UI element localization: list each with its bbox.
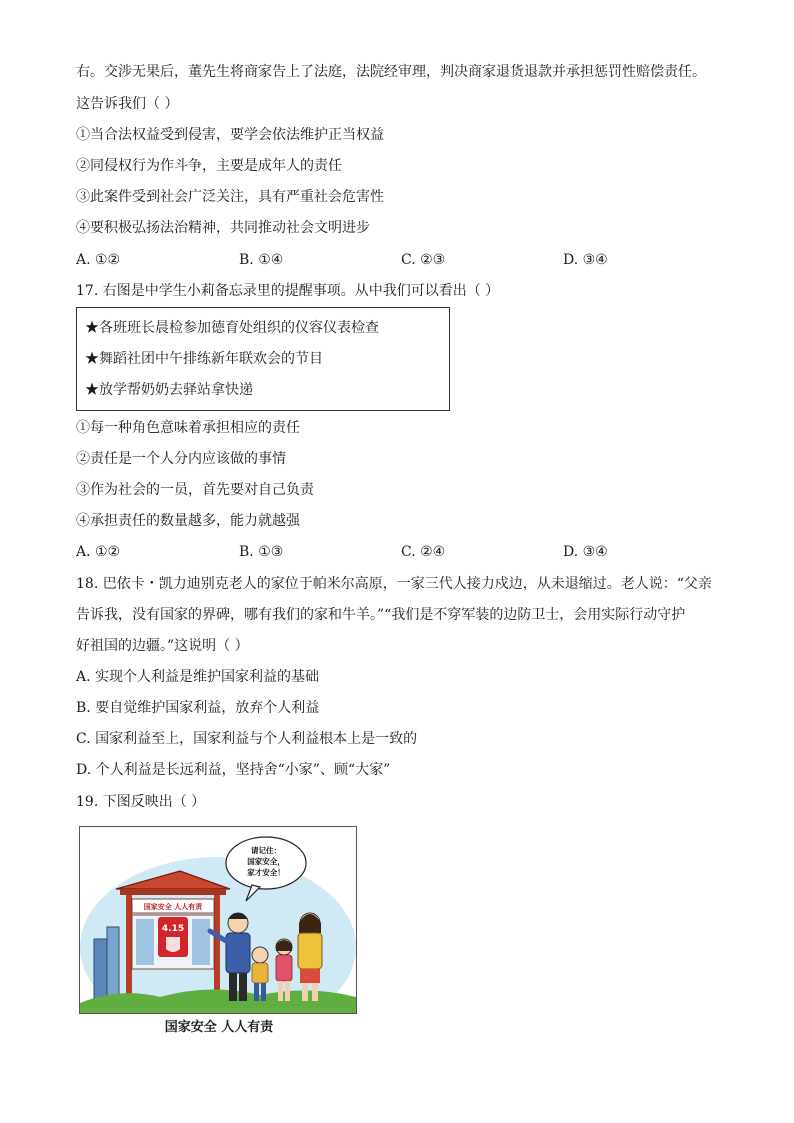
q19-cartoon bbox=[79, 826, 357, 1014]
q17-memo-item-3: ★放学帮奶奶去驿站拿快递 bbox=[85, 382, 253, 398]
q17-statement-2: ②责任是一个人分内应该做的事情 bbox=[76, 451, 286, 467]
mother-leg-right bbox=[312, 983, 318, 1001]
q17-memo-item-1: ★各班班长晨检参加德育处组织的仪容仪表检查 bbox=[85, 320, 379, 336]
boy-head bbox=[252, 947, 268, 963]
q17-memo-item-2: ★舞蹈社团中午排练新年联欢会的节目 bbox=[85, 351, 323, 367]
board-post-right bbox=[214, 895, 220, 999]
q16-options bbox=[76, 250, 726, 270]
q16-option-a[interactable]: A. ①② bbox=[76, 252, 121, 268]
q19-stem: 19. 下图反映出（ ） bbox=[76, 794, 206, 810]
q16-option-c[interactable]: C. ②③ bbox=[401, 252, 446, 268]
mother-leg-left bbox=[302, 983, 308, 1001]
girl-dress bbox=[276, 955, 292, 981]
q16-statement-1: ①当合法权益受到侵害，要学会依法维护正当权益 bbox=[76, 127, 384, 143]
q18-option-c[interactable]: C. 国家利益至上，国家利益与个人利益根本上是一致的 bbox=[76, 731, 418, 747]
q16-statement-2: ②同侵权行为作斗争，主要是成年人的责任 bbox=[76, 158, 342, 174]
q19-figure-caption: 国家安全 人人有责 bbox=[164, 1020, 274, 1035]
mother-skirt bbox=[300, 969, 320, 983]
bubble-line-3: 家才安全！ bbox=[247, 868, 285, 877]
q18-option-d[interactable]: D. 个人利益是长远利益，坚持舍“小家”、顾“大家” bbox=[76, 762, 391, 778]
q17-option-c[interactable]: C. ②④ bbox=[401, 544, 446, 560]
q17-option-d[interactable]: D. ③④ bbox=[563, 544, 608, 560]
board-post-left bbox=[126, 895, 132, 999]
bubble-line-2: 国家安全， bbox=[247, 857, 285, 866]
bubble-line-1: 请记住： bbox=[251, 846, 281, 855]
mother-top bbox=[298, 933, 322, 969]
building-1 bbox=[94, 939, 108, 1001]
father-leg-right bbox=[239, 973, 247, 1001]
q17-statement-1: ①每一种角色意味着承担相应的责任 bbox=[76, 420, 300, 436]
q16-continuation-line-1: 右。交涉无果后，董先生将商家告上了法庭，法院经审理，判决商家退货退款并承担惩罚性赔偿责任。 bbox=[76, 64, 706, 80]
q16-statement-3: ③此案件受到社会广泛关注，具有严重社会危害性 bbox=[76, 189, 384, 205]
q18-option-b[interactable]: B. 要自觉维护国家利益，放弃个人利益 bbox=[76, 700, 320, 716]
q16-statement-4: ④要积极弘扬法治精神，共同推动社会文明进步 bbox=[76, 220, 370, 236]
q17-option-a[interactable]: A. ①② bbox=[76, 544, 121, 560]
q16-continuation-line-2: 这告诉我们（ ） bbox=[76, 96, 179, 112]
cartoon-illustration bbox=[80, 827, 356, 1013]
board-eave bbox=[120, 889, 226, 895]
q17-stem: 17. 右图是中学生小莉备忘录里的提醒事项。从中我们可以看出（ ） bbox=[76, 283, 500, 299]
building-2 bbox=[107, 927, 119, 1001]
father-leg-left bbox=[229, 973, 237, 1001]
girl-leg-right bbox=[285, 981, 290, 1001]
board-badge-date: 4.15 bbox=[161, 924, 185, 934]
father-suit bbox=[226, 933, 250, 973]
q17-option-b[interactable]: B. ①③ bbox=[239, 544, 284, 560]
board-title: 国家安全 人人有责 bbox=[143, 903, 203, 911]
board-poster-right bbox=[192, 919, 210, 965]
boy-shirt bbox=[252, 963, 268, 983]
q18-stem-line-2: 告诉我，没有国家的界碑，哪有我们的家和牛羊。”“我们是不穿军装的边防卫士，会用实际行动守护 bbox=[76, 607, 686, 623]
q18-option-a[interactable]: A. 实现个人利益是维护国家利益的基础 bbox=[76, 669, 320, 685]
q16-option-d[interactable]: D. ③④ bbox=[563, 252, 608, 268]
q18-stem-line-3: 好祖国的边疆。”这说明（ ） bbox=[76, 638, 249, 654]
q17-statement-3: ③作为社会的一员，首先要对自己负责 bbox=[76, 482, 314, 498]
q17-statement-4: ④承担责任的数量越多，能力就越强 bbox=[76, 513, 300, 529]
boy-leg-right bbox=[261, 983, 266, 1001]
q16-option-b[interactable]: B. ①④ bbox=[239, 252, 284, 268]
girl-leg-left bbox=[278, 981, 283, 1001]
q17-options bbox=[76, 542, 726, 562]
q18-stem-line-1: 18. 巴依卡・凯力迪别克老人的家位于帕米尔高原，一家三代人接力戍边，从未退缩过。老人说：“父亲 bbox=[76, 576, 712, 592]
board-poster-left bbox=[136, 919, 154, 965]
shield-icon bbox=[166, 937, 180, 952]
q17-memo-box bbox=[76, 307, 450, 411]
boy-leg-left bbox=[254, 983, 259, 1001]
